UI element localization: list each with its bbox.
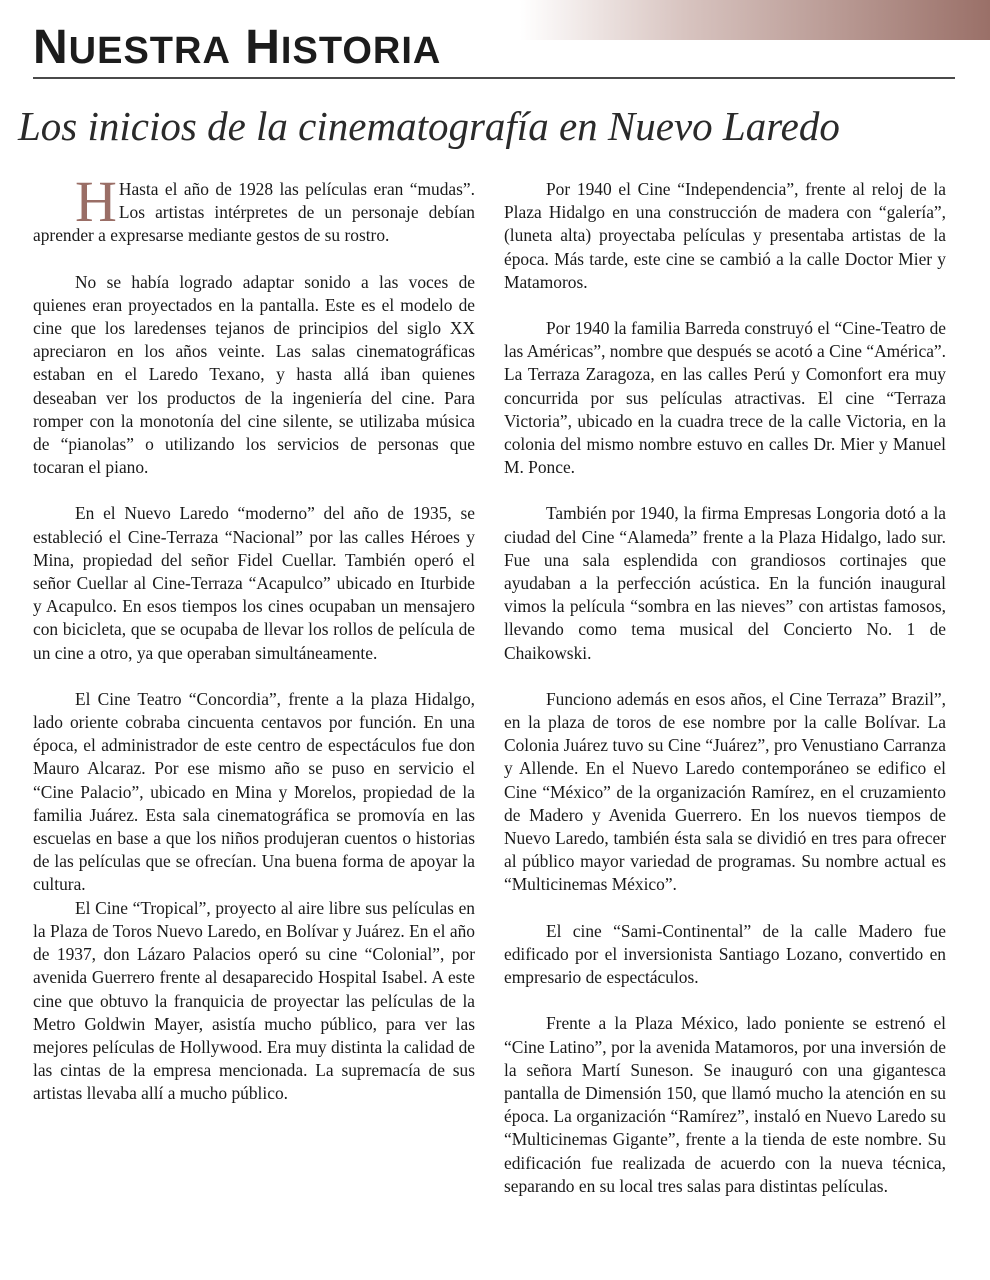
paragraph: No se había logrado adaptar sonido a las voces de quienes eran proyectados en la pantalla. Este es el modelo de cine que los laredenses tejanos de principios del siglo XX apreciaron en los años veinte. Las salas cinematográficas estaban en el Laredo Texano, y hasta allá iban quienes deseaban ver los productos de la ingeniería del cine. Para romper con la monotonía del cine silente, se utilizaba música de “pianolas” o utilizando los servicios de personas que tocaran el piano. <box>33 271 475 478</box>
paragraph <box>33 169 475 248</box>
paragraph: Por 1940 el Cine “Independencia”, frente al reloj de la Plaza Hidalgo en una construcción de madera con “galería”, (luneta alta) proyectaba películas y presentaba artistas de la época. Más tarde, este cine se cambió a la calle Doctor Mier y Matamoros. <box>504 179 946 292</box>
title-word-2-rest: ISTORIA <box>280 30 442 72</box>
paragraph: Frente a la Plaza México, lado poniente se estrenó el “Cine Latino”, por la avenida Matamoros, por una inversión de la señora Martí Suneson. Se inauguró con una gigantesca pantalla de Dimensión 150, que llamó mucho la atención en su época. La organización “Ramírez”, instaló en Nuevo Laredo su “Multicinemas Gigante”, frente a la tienda de este nombre. Su edificación fue realizada de acuerdo con la nueva técnica, separando en su local tres salas para distintas películas. <box>504 1013 946 1196</box>
paragraph: También por 1940, la firma Empresas Longoria dotó a la ciudad del Cine “Alameda” frente a la Plaza Hidalgo, lado sur. Fue una sala esplendida con grandiosos cortinajes que ayudaban a la perfección acústica. En la función inaugural vimos la película “sombra en las nieves” con artistas famosos, llevando como tema musical del Concierto No. 1 de Chaikowski. <box>504 503 946 663</box>
header-rule <box>33 77 955 79</box>
paragraph: El Cine Teatro “Concordia”, frente a la plaza Hidalgo, lado oriente cobraba cincuenta centavos por función. En una época, el administrador de este centro de espectáculos fue don Mauro Alcaraz. Por ese mismo año se puso en servicio el “Cine Palacio”, ubicado en Mina y Morelos, propiedad de la familia Juárez. Esta sala cinematográfica se promovía en las escuelas en base a que los niños produjeran cuentos o historias de las películas que se ofrecían. Una buena forma de apoyar la cultura. <box>33 688 475 895</box>
article-subtitle: Los inicios de la cinematografía en Nuevo Laredo <box>18 103 840 149</box>
title-word-1-rest: UESTRA <box>68 30 231 72</box>
drop-cap: H <box>75 169 117 234</box>
article-column-left <box>33 169 475 1129</box>
paragraph: En el Nuevo Laredo “moderno” del año de 1935, se estableció el Cine-Terraza “Nacional” por las calles Héroes y Mina, propiedad del señor Fidel Cuellar. También operó el señor Cuellar al Cine-Terraza “Acapulco” ubicado en Iturbide y Acapulco. En esos tiempos los cines ocupaban un mensajero con bicicleta, que se ocupaba de llevar los rollos de película de un cine a otro, ya que operaban simultáneamente. <box>33 503 475 663</box>
section-title <box>33 22 441 77</box>
paragraph: El cine “Sami-Continental” de la calle Madero fue edificado por el inversionista Santiago Lozano, convertido en empresario de espectáculos. <box>504 920 946 988</box>
paragraph: Por 1940 la familia Barreda construyó el “Cine-Teatro de las Américas”, nombre que después se acotó a Cine “América”. La Terraza Zaragoza, en las calles Perú y Comonfort era muy concurrida por sus películas atractivas. El cine “Terraza Victoria”, ubicado en la cuadra trece de la calle Victoria, en la colonia del mismo nombre estuvo en calles Dr. Mier y Manuel M. Ponce. <box>504 318 946 478</box>
title-cap-n: N <box>33 21 69 74</box>
paragraph: El Cine “Tropical”, proyecto al aire libre sus películas en la Plaza de Toros Nuevo Laredo, en Bolívar y Juárez. En el año de 1937, don Lázaro Palacios operó su cine “Colonial”, por avenida Guerrero frente al desaparecido Hospital Isabel. A este cine que obtuvo la franquicia de proyectar las películas de la Metro Goldwin Mayer, asistía mucho público, para ver las mejores películas de Hollywood. Era muy distinta la calidad de las cintas de la empresa mencionada. La supremacía de sus artistas llevaba allí a mucho público. <box>33 897 475 1104</box>
title-cap-h: H <box>245 21 281 74</box>
paragraph-text: Hasta el año de 1928 las películas eran “mudas”. Los artistas intérpretes de un personaje debían aprender a expresarse mediante gestos de su rostro. <box>33 179 475 246</box>
header-decorative-band <box>520 0 990 40</box>
paragraph: Funciono además en esos años, el Cine Terraza” Brazil”, en la plaza de toros de ese nombre por la calle Bolívar. La Colonia Juárez tuvo su Cine “Juárez”, pro Venustiano Carranza y Allende. En el Nuevo Laredo contemporáneo se edifico el Cine “México” de la organización Ramírez, en el cruzamiento de Madero y Avenida Guerrero. En los nuevos tiempos de Nuevo Laredo, también ésta sala se dividió en tres para ofrecer al público mayor variedad de programas. Su nombre actual es “Multicinemas México”. <box>504 688 946 895</box>
article-column-right <box>504 178 946 1221</box>
